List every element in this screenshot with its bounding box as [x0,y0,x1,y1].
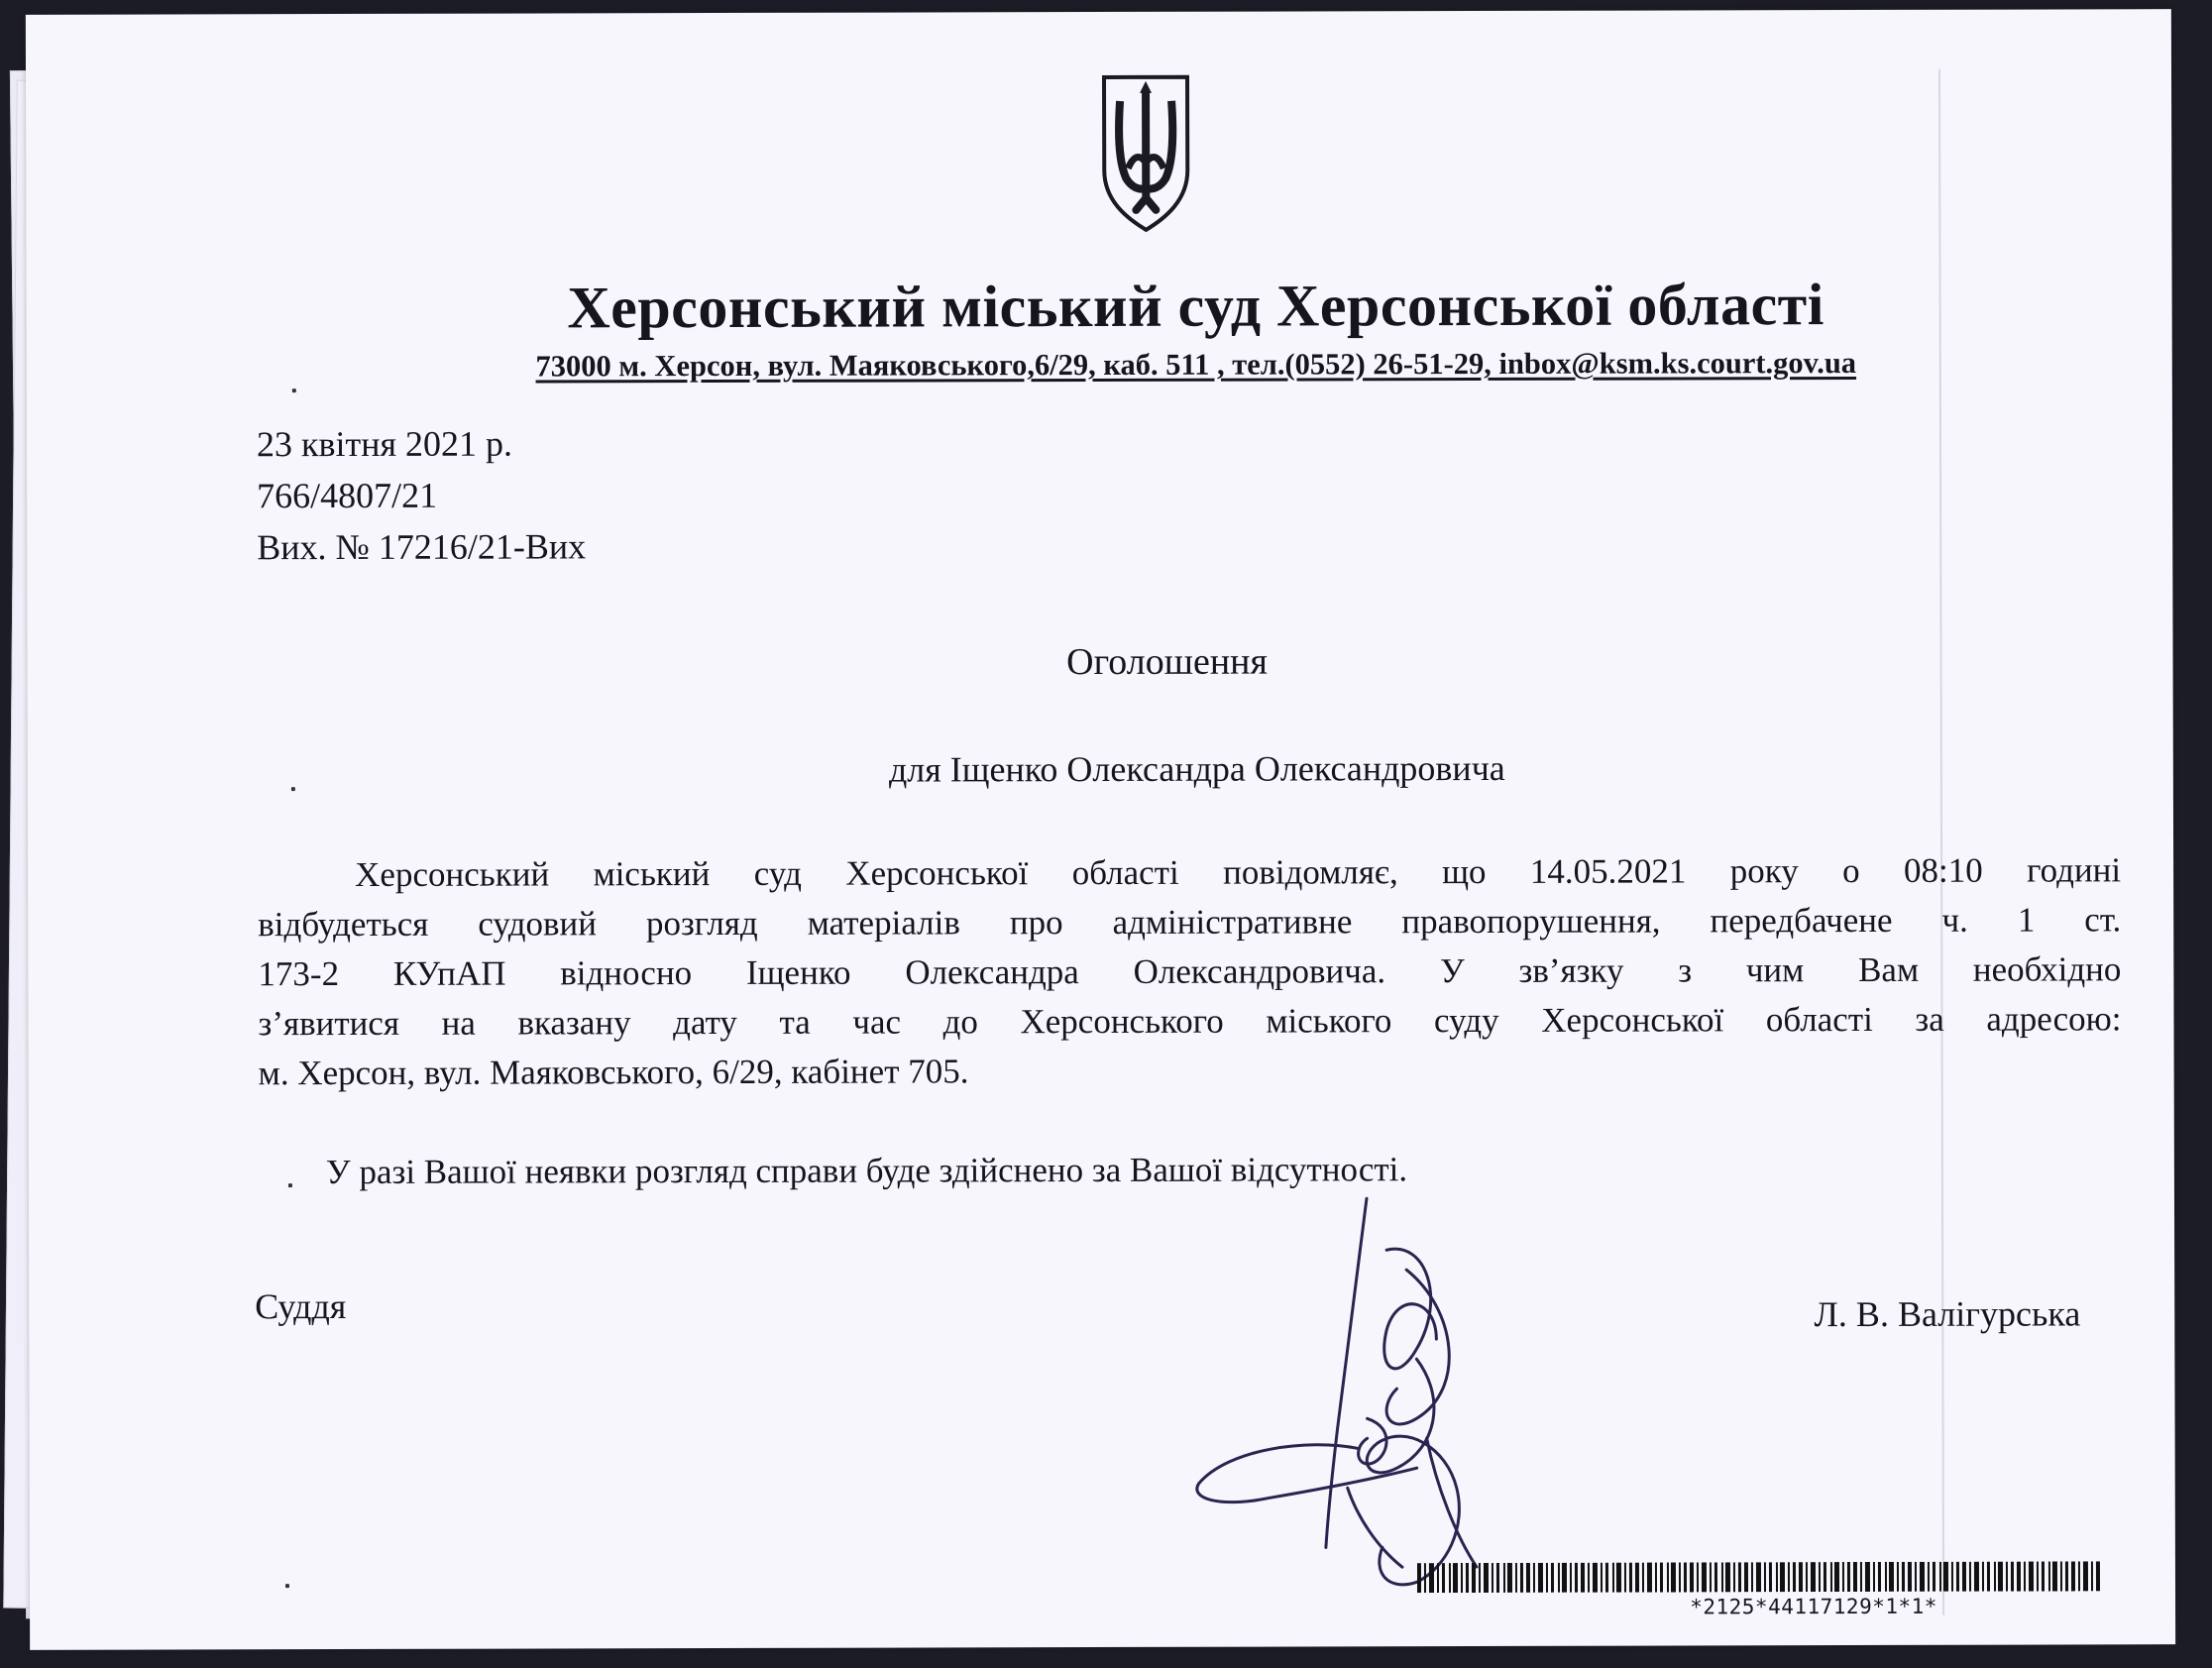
barcode [1417,1561,2101,1593]
case-number: 766/4807/21 [257,475,438,516]
signature-mark [1188,1190,1506,1598]
barcode-number: *2125*44117129*1*1* [1690,1594,1937,1619]
outgoing-number: Вих. № 17216/21-Вих [257,526,587,568]
scan-mark [288,1183,292,1187]
scan-mark [285,1584,289,1588]
body-line: з’явитися на вказану дату та час до Херсонського міського суду Херсонської області за адресою: [258,999,2122,1044]
judge-name: Л. В. Валігурська [1814,1293,2081,1335]
court-title: Херсонський міський суд Херсонської області [567,272,1825,341]
body-line: Херсонський міський суд Херсонської області повідомляє, що 14.05.2021 року о 08:10 годині [355,850,2122,894]
body-line: У разі Вашої неявки розгляд справи буде здійснено за Вашої відсутності. [325,1150,1408,1192]
body-line: м. Херсон, вул. Маяковського, 6/29, кабінет 705. [258,1052,969,1093]
court-address: 73000 м. Херсон, вул. Маяковського,6/29, каб. 511 , тел.(0552) 26-51-29, inbox@ksm.ks.court.gov.ua [535,346,1857,384]
document-date: 23 квітня 2021 р. [256,423,513,465]
judge-label: Суддя [255,1285,347,1327]
document-page [26,9,2175,1650]
scan-mark [292,389,296,392]
fold-line [1938,69,1944,1615]
trident-coat-of-arms-icon [1096,71,1195,235]
announcement-title: Оголошення [1066,640,1269,684]
body-line: 173-2 КУпАП відносно Іщенко Олександра Олександровича. У зв’язку з чим Вам необхідно [258,949,2122,994]
body-line: відбудеться судовий розгляд матеріалів про адміністративне правопорушення, передбачене ч. 1 ст. [258,900,2122,945]
scan-mark [291,787,295,791]
recipient-line: для Іщенко Олександра Олександровича [888,747,1505,790]
